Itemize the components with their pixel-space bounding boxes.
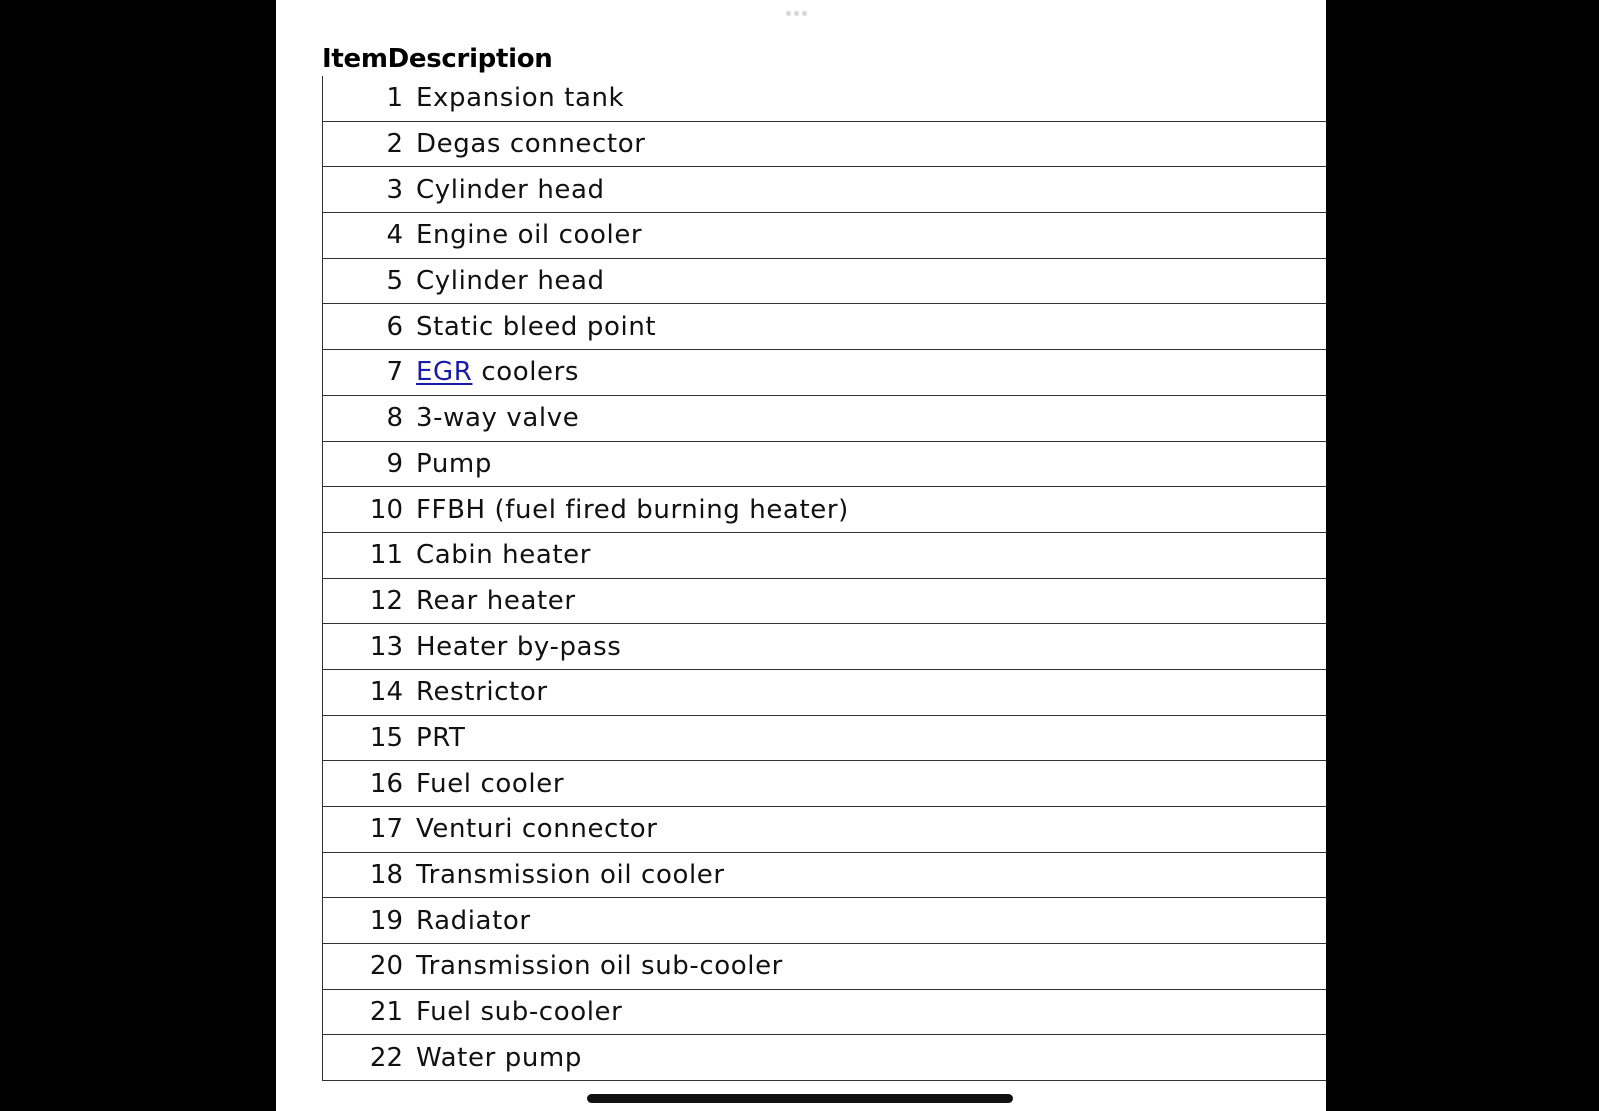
table-row — [323, 487, 1327, 533]
home-indicator[interactable] — [587, 1094, 1013, 1103]
item-description: Fuel sub-cooler — [416, 989, 1326, 1035]
table-row — [323, 898, 1327, 944]
item-number: 18 — [323, 852, 417, 898]
column-header-item: Item — [322, 44, 388, 74]
item-number: 8 — [323, 395, 417, 441]
item-description: Radiator — [416, 898, 1326, 944]
item-description: PRT — [416, 715, 1326, 761]
item-number: 5 — [323, 258, 417, 304]
items-table — [322, 76, 1326, 1081]
item-description: Cylinder head — [416, 167, 1326, 213]
item-description: Expansion tank — [416, 76, 1326, 121]
table-row — [323, 944, 1327, 990]
item-number: 3 — [323, 167, 417, 213]
column-header-description: Description — [387, 44, 553, 74]
table-row — [323, 167, 1327, 213]
item-description: Rear heater — [416, 578, 1326, 624]
egr-link[interactable]: EGR — [416, 357, 473, 388]
item-number: 20 — [323, 944, 417, 990]
item-number: 21 — [323, 989, 417, 1035]
item-description: Static bleed point — [416, 304, 1326, 350]
item-description: Fuel cooler — [416, 761, 1326, 807]
document-page — [276, 0, 1326, 1111]
item-description: Venturi connector — [416, 807, 1326, 853]
item-description: Cylinder head — [416, 258, 1326, 304]
table-row — [323, 989, 1327, 1035]
table-row — [323, 213, 1327, 259]
table-row — [323, 852, 1327, 898]
item-number: 7 — [323, 350, 417, 396]
item-number: 15 — [323, 715, 417, 761]
item-description-text: coolers — [472, 357, 580, 388]
table-row — [323, 761, 1327, 807]
item-number: 2 — [323, 121, 417, 167]
table-row — [323, 532, 1327, 578]
item-number: 19 — [323, 898, 417, 944]
table-row — [323, 121, 1327, 167]
table-row — [323, 578, 1327, 624]
item-description: FFBH (fuel fired burning heater) — [416, 487, 1326, 533]
item-number: 12 — [323, 578, 417, 624]
item-number: 13 — [323, 624, 417, 670]
table-row — [323, 807, 1327, 853]
item-number: 11 — [323, 532, 417, 578]
table-row — [323, 624, 1327, 670]
item-description: Water pump — [416, 1035, 1326, 1081]
item-number: 6 — [323, 304, 417, 350]
table-row — [323, 350, 1327, 396]
item-number: 22 — [323, 1035, 417, 1081]
table-row — [323, 76, 1327, 121]
table-row — [323, 304, 1327, 350]
item-number: 4 — [323, 213, 417, 259]
item-number: 1 — [323, 76, 417, 121]
item-description: 3-way valve — [416, 395, 1326, 441]
item-number: 17 — [323, 807, 417, 853]
item-description: Degas connector — [416, 121, 1326, 167]
table-row — [323, 1035, 1327, 1081]
item-number: 10 — [323, 487, 417, 533]
item-description: Transmission oil sub-cooler — [416, 944, 1326, 990]
item-description — [416, 350, 1326, 396]
table-row — [323, 715, 1327, 761]
item-description: Heater by-pass — [416, 624, 1326, 670]
item-description: Restrictor — [416, 669, 1326, 715]
table-row — [323, 441, 1327, 487]
item-description: Transmission oil cooler — [416, 852, 1326, 898]
item-description: Engine oil cooler — [416, 213, 1326, 259]
table-header — [322, 44, 553, 74]
more-options-icon[interactable] — [786, 11, 807, 16]
item-number: 16 — [323, 761, 417, 807]
item-description: Cabin heater — [416, 532, 1326, 578]
item-number: 14 — [323, 669, 417, 715]
table-row — [323, 258, 1327, 304]
table-row — [323, 669, 1327, 715]
item-number: 9 — [323, 441, 417, 487]
table-row — [323, 395, 1327, 441]
item-description: Pump — [416, 441, 1326, 487]
